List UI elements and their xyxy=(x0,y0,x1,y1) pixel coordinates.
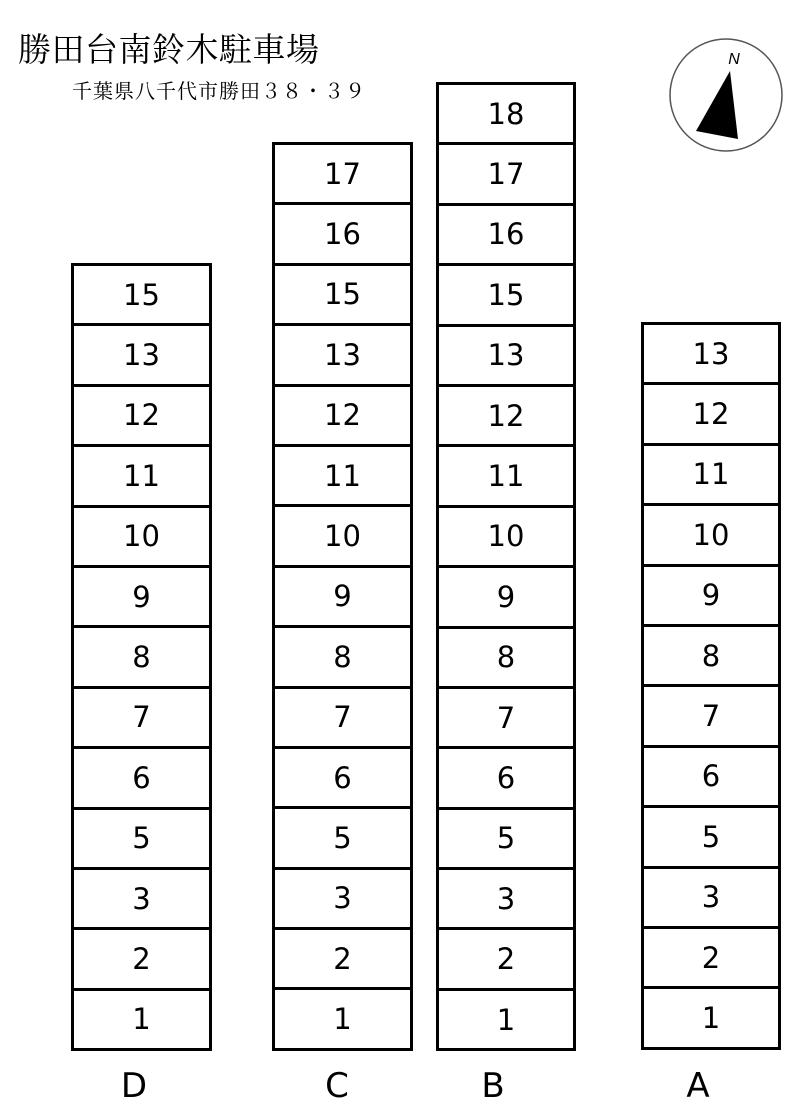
parking-stall: 16 xyxy=(439,206,573,266)
parking-stall: 9 xyxy=(644,567,778,627)
parking-stall: 11 xyxy=(74,447,209,507)
parking-stall: 13 xyxy=(644,325,778,385)
parking-stall: 11 xyxy=(439,447,573,507)
parking-stall: 1 xyxy=(275,990,410,1050)
parking-stall: 7 xyxy=(74,689,209,749)
parking-stall: 15 xyxy=(439,266,573,326)
parking-stall: 7 xyxy=(644,687,778,747)
parking-stall: 10 xyxy=(275,507,410,567)
parking-stall: 6 xyxy=(439,749,573,809)
parking-stall: 17 xyxy=(275,145,410,205)
parking-stall: 8 xyxy=(275,628,410,688)
parking-stall: 2 xyxy=(275,930,410,990)
parking-stall: 1 xyxy=(439,991,573,1051)
parking-stall: 13 xyxy=(275,326,410,386)
row-label-d: D xyxy=(120,1066,148,1106)
parking-stall: 7 xyxy=(439,689,573,749)
parking-row-b xyxy=(436,82,576,1051)
parking-stall: 15 xyxy=(74,266,209,326)
parking-stall: 8 xyxy=(644,627,778,687)
parking-stall: 9 xyxy=(439,568,573,628)
parking-stall: 3 xyxy=(74,870,209,930)
parking-stall: 18 xyxy=(439,85,573,145)
parking-stall: 5 xyxy=(644,808,778,868)
parking-stall: 3 xyxy=(275,870,410,930)
parking-row-d xyxy=(71,263,212,1051)
parking-row-c xyxy=(272,142,413,1051)
parking-stall: 12 xyxy=(275,387,410,447)
north-arrow-icon xyxy=(668,37,784,153)
parking-stall: 13 xyxy=(74,326,209,386)
parking-stall: 11 xyxy=(644,446,778,506)
parking-stall: 5 xyxy=(74,810,209,870)
parking-stall: 11 xyxy=(275,447,410,507)
parking-stall: 10 xyxy=(74,508,209,568)
parking-stall: 13 xyxy=(439,327,573,387)
parking-stall: 1 xyxy=(644,989,778,1049)
parking-stall: 10 xyxy=(644,506,778,566)
parking-stall: 3 xyxy=(644,869,778,929)
parking-stall: 5 xyxy=(439,810,573,870)
parking-stall: 7 xyxy=(275,689,410,749)
parking-stall: 9 xyxy=(74,568,209,628)
compass-north-label: N xyxy=(728,51,740,68)
parking-stall: 16 xyxy=(275,205,410,265)
parking-lot-title: 勝田台南鈴木駐車場 xyxy=(18,30,320,69)
north-arrow-pointer xyxy=(696,71,738,139)
parking-stall: 12 xyxy=(439,387,573,447)
parking-row-a xyxy=(641,322,781,1050)
parking-stall: 6 xyxy=(74,749,209,809)
parking-stall: 9 xyxy=(275,568,410,628)
parking-stall: 6 xyxy=(275,749,410,809)
parking-stall: 15 xyxy=(275,266,410,326)
parking-stall: 3 xyxy=(439,870,573,930)
parking-stall: 8 xyxy=(74,628,209,688)
row-label-a: A xyxy=(686,1066,710,1106)
parking-lot-address: 千葉県八千代市勝田３８・３９ xyxy=(72,79,366,103)
parking-stall: 6 xyxy=(644,748,778,808)
row-label-c: C xyxy=(325,1066,349,1106)
row-label-b: B xyxy=(481,1066,505,1106)
parking-stall: 1 xyxy=(74,991,209,1051)
parking-stall: 2 xyxy=(644,929,778,989)
parking-stall: 5 xyxy=(275,809,410,869)
parking-stall: 2 xyxy=(74,930,209,990)
parking-stall: 2 xyxy=(439,930,573,990)
parking-stall: 12 xyxy=(644,385,778,445)
parking-stall: 10 xyxy=(439,508,573,568)
parking-stall: 8 xyxy=(439,629,573,689)
parking-stall: 17 xyxy=(439,145,573,205)
parking-stall: 12 xyxy=(74,387,209,447)
